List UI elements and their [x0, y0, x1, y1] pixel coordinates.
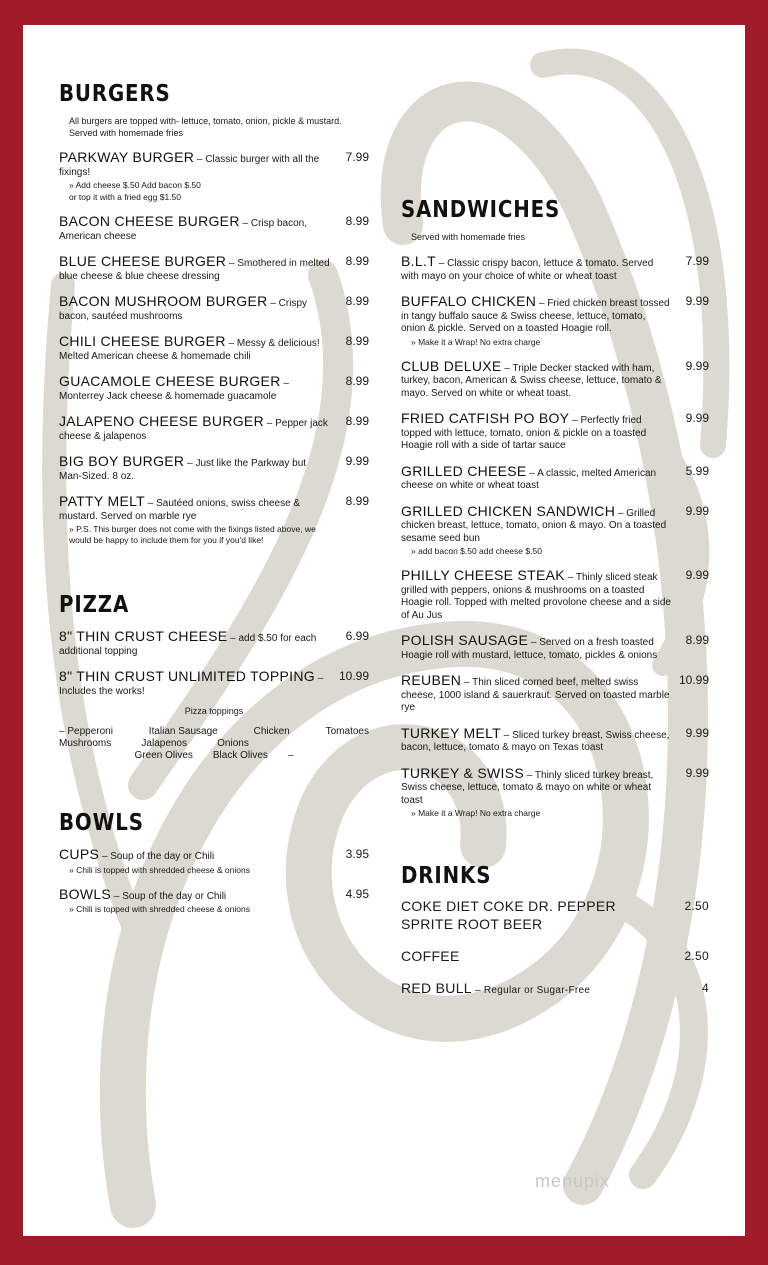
- item-separator: –: [239, 218, 251, 229]
- item-separator: –: [226, 258, 238, 269]
- pizza-toppings-list: [59, 726, 369, 762]
- topping-item: Italian Sausage: [148, 726, 218, 737]
- item-separator: –: [471, 985, 484, 996]
- item-separator: –: [267, 298, 279, 309]
- item-name: TURKEY & SWISS: [401, 764, 524, 781]
- item-price: 8.99: [345, 254, 369, 268]
- right-column: [401, 197, 709, 1000]
- topping-item: Chicken: [253, 726, 290, 737]
- item-price: 8.99: [345, 214, 369, 228]
- pizza-heading: PIZZA: [59, 592, 130, 618]
- item-addon-note: » Make it a Wrap! No extra charge: [411, 808, 541, 818]
- item-price: 6.99: [345, 629, 369, 643]
- item-name: REUBEN: [401, 672, 462, 688]
- item-price: 9.99: [685, 765, 709, 780]
- menupix-watermark: menupix: [535, 1171, 611, 1191]
- item-description: Includes the works!: [59, 685, 145, 697]
- item-price: 8.99: [685, 633, 709, 647]
- item-name: POLISH SAUSAGE: [401, 632, 529, 648]
- item-separator: –: [501, 362, 513, 374]
- item-name: CLUB DELUXE: [401, 357, 502, 374]
- item-name: TURKEY MELT: [401, 724, 502, 741]
- item-price: 9.99: [685, 568, 709, 582]
- item-addon-note: » Add cheese $.50 Add bacon $.50: [69, 180, 201, 190]
- item-description: A classic, melted American cheese on white or wheat toast: [401, 467, 657, 491]
- menu-item: [401, 412, 709, 453]
- item-separator: –: [564, 572, 576, 583]
- topping-item: – Pepperoni: [59, 726, 113, 737]
- drink-price: 2.50: [684, 949, 709, 963]
- drink-item: [401, 979, 709, 1000]
- item-description: Soup of the day or Chili: [110, 851, 215, 862]
- topping-item: Tomatoes: [325, 726, 369, 737]
- item-description: add $.50 for each additional topping: [59, 633, 317, 657]
- menu-item: [59, 630, 369, 658]
- menu-item: [59, 415, 369, 443]
- item-price: 7.99: [345, 150, 369, 164]
- menu-item: [59, 295, 369, 323]
- item-name: CHILI CHEESE BURGER: [59, 333, 226, 349]
- menu-item: [401, 634, 709, 662]
- item-separator: –: [501, 729, 513, 741]
- item-name: PARKWAY BURGER: [59, 149, 195, 165]
- item-separator: –: [526, 467, 538, 479]
- item-addon-note: » Make it a Wrap! No extra charge: [411, 336, 541, 347]
- menu-item: [59, 885, 369, 916]
- topping-item: Onions: [217, 738, 249, 749]
- left-column: [59, 81, 369, 915]
- item-name: 8" THIN CRUST CHEESE: [59, 628, 228, 644]
- pizza-list: [59, 630, 369, 698]
- drink-description: Regular or Sugar-Free: [483, 985, 591, 996]
- item-name: BUFFALO CHICKEN: [401, 293, 537, 309]
- item-price: 8.99: [345, 334, 369, 348]
- drink-name: RED BULL: [401, 980, 472, 996]
- drink-item: [401, 947, 709, 965]
- item-addon-note: » add bacon $.50 add cheese $.50: [411, 546, 542, 556]
- item-description: Messy & delicious! Melted American cheese & homemade chili: [59, 338, 320, 362]
- item-separator: –: [615, 507, 627, 519]
- item-separator: –: [528, 637, 540, 648]
- bowls-heading: BOWLS: [59, 810, 144, 836]
- item-price: 3.95: [345, 847, 369, 861]
- item-price: 10.99: [678, 673, 709, 687]
- menu-item: [59, 455, 369, 483]
- menu-item: [401, 295, 709, 348]
- topping-item: Jalapenos: [141, 738, 187, 749]
- item-price: 8.99: [345, 414, 369, 428]
- item-name: BLUE CHEESE BURGER: [59, 253, 227, 269]
- item-name: BOWLS: [59, 885, 112, 902]
- item-separator: –: [225, 338, 237, 349]
- menu-item: [59, 215, 369, 243]
- drinks-heading: DRINKS: [401, 863, 492, 889]
- item-addon-note: » P.S. This burger does not come with the fixings listed above, we would be happy to include them for you if you'd like!: [69, 524, 316, 545]
- item-description: Just like the Parkway but Man-Sized. 8 oz.: [59, 458, 307, 482]
- menu-item: [401, 502, 709, 558]
- sandwiches-list: [401, 255, 709, 819]
- menu-page: [23, 25, 745, 1236]
- item-description: Classic burger with all the fixings!: [59, 154, 320, 178]
- menu-item: [59, 495, 369, 546]
- item-description: Soup of the day or Chili: [122, 890, 227, 902]
- sandwiches-section: [401, 197, 709, 819]
- item-separator: –: [111, 890, 123, 902]
- item-separator: –: [314, 673, 324, 684]
- item-name: PATTY MELT: [59, 493, 145, 509]
- item-separator: –: [227, 633, 239, 644]
- item-price: 9.99: [345, 454, 369, 468]
- item-name: GRILLED CHEESE: [401, 462, 527, 479]
- item-price: 9.99: [685, 411, 709, 425]
- menu-item: [59, 335, 369, 363]
- item-price: 5.99: [685, 463, 709, 478]
- drinks-list: [401, 897, 709, 1000]
- bowls-section: [59, 810, 369, 915]
- topping-row: [59, 750, 369, 762]
- item-description: Sliced turkey breast, Swiss cheese, bacon, lettuce, tomato & mayo on Texas toast: [401, 729, 670, 753]
- menu-item: [59, 848, 369, 876]
- topping-item: Mushrooms: [59, 738, 112, 749]
- drink-name-line2: SPRITE ROOT BEER: [401, 916, 543, 932]
- burgers-section: [59, 81, 369, 546]
- item-description: Crisp bacon, American cheese: [59, 218, 307, 242]
- item-price: 9.99: [685, 725, 709, 740]
- item-separator: –: [536, 298, 548, 309]
- topping-row: [59, 738, 369, 750]
- menu-item: [401, 764, 709, 820]
- item-name: PHILLY CHEESE STEAK: [401, 567, 565, 583]
- drink-price: 4: [702, 981, 709, 995]
- item-name: BIG BOY BURGER: [59, 453, 185, 469]
- burgers-note: All burgers are topped with- lettuce, tomato, onion, pickle & mustard. Served with homemade fries: [69, 116, 342, 138]
- item-description: Thinly sliced turkey breast, Swiss cheese, lettuce, tomato & mayo on white or wheat toast: [401, 769, 654, 806]
- item-name: JALAPENO CHEESE BURGER: [59, 413, 264, 429]
- drink-price: 2.50: [684, 899, 709, 913]
- item-price: 8.99: [345, 494, 369, 508]
- item-separator: –: [280, 378, 289, 389]
- item-description: Triple Decker stacked with ham, turkey, bacon, American & Swiss cheese, lettuce, tomato & mayo. Served on white or wheat toast.: [401, 362, 662, 399]
- menu-item: [401, 357, 709, 401]
- item-price: 8.99: [345, 294, 369, 308]
- item-price: 9.99: [685, 358, 709, 373]
- item-name: CUPS: [59, 846, 100, 862]
- topping-item: –: [287, 750, 294, 761]
- item-name: FRIED CATFISH PO BOY: [401, 410, 570, 426]
- pizza-toppings-title: Pizza toppings: [184, 706, 244, 716]
- item-name: BACON MUSHROOM BURGER: [59, 293, 268, 309]
- menu-item: [401, 724, 709, 755]
- item-separator: –: [99, 851, 111, 862]
- sandwiches-note: Served with homemade fries: [411, 232, 526, 242]
- item-name: 8" THIN CRUST UNLIMITED TOPPING: [59, 668, 315, 684]
- menu-item: [59, 255, 369, 283]
- item-addon-note: » Chili is topped with shredded cheese & onions: [69, 904, 250, 914]
- topping-item: Green Olives: [134, 750, 193, 761]
- item-description: Served on a fresh toasted Hoagie roll with mustard, lettuce, tomato, pickles & onions: [401, 637, 658, 661]
- burgers-heading: BURGERS: [59, 81, 171, 107]
- item-name: B.L.T: [401, 253, 436, 269]
- menu-item: [59, 151, 369, 203]
- item-name: GUACAMOLE CHEESE BURGER: [59, 373, 281, 389]
- item-description: Monterrey Jack cheese & homemade guacamole: [59, 390, 277, 402]
- menu-item: [401, 674, 709, 715]
- item-description: Pepper jack cheese & jalapenos: [59, 418, 328, 442]
- drink-item: [401, 897, 709, 933]
- item-description: Perfectly fried topped with lettuce, tomato, onion & pickle on a toasted Hoagie roll with a side of tartar sauce: [401, 415, 647, 451]
- item-price: 8.99: [345, 374, 369, 388]
- item-description: Thin sliced corned beef, melted swiss cheese, 1000 island & sauerkraut. Served on toasted marble rye: [401, 677, 670, 713]
- menu-item: [59, 670, 369, 698]
- menu-item: [401, 462, 709, 493]
- item-description: Grilled chicken breast, lettuce, tomato, onion & mayo. On a toasted sesame seed bun: [401, 507, 667, 544]
- item-price: 9.99: [685, 294, 709, 308]
- item-separator: –: [523, 769, 535, 781]
- item-separator: –: [435, 258, 448, 269]
- item-addon-note: » Chili is topped with shredded cheese & onions: [69, 864, 250, 875]
- menu-item: [59, 375, 369, 403]
- item-separator: –: [144, 498, 157, 509]
- item-separator: –: [184, 458, 196, 469]
- pizza-section: [59, 592, 369, 762]
- item-name: BACON CHEESE BURGER: [59, 213, 240, 229]
- item-separator: –: [264, 418, 276, 429]
- item-addon-note: or top it with a fried egg $1.50: [69, 192, 181, 202]
- topping-row: [59, 726, 369, 738]
- menu-item: [401, 255, 709, 283]
- topping-item: Black Olives: [212, 750, 268, 761]
- sandwiches-heading: SANDWICHES: [401, 197, 561, 223]
- item-description: Thinly sliced steak grilled with peppers, onions & mushrooms on a toasted Hoagie roll. Topped with melted provolone cheese and a side of Au Jus: [401, 572, 671, 621]
- item-price: 7.99: [685, 254, 709, 268]
- item-description: Classic crispy bacon, lettuce & tomato. Served with mayo on your choice of white or wheat toast: [401, 258, 654, 282]
- item-price: 9.99: [685, 503, 709, 518]
- menu-item: [401, 569, 709, 622]
- item-name: GRILLED CHICKEN SANDWICH: [401, 502, 616, 519]
- burgers-list: [59, 151, 369, 546]
- item-description: Fried chicken breast tossed in tangy buffalo sauce & Swiss cheese, lettuce, tomato, onion & pickle. Served on a toasted Hoagie roll.: [401, 298, 670, 334]
- item-separator: –: [569, 415, 581, 426]
- drink-name: COKE DIET COKE DR. PEPPER: [401, 898, 616, 914]
- item-separator: –: [461, 677, 473, 688]
- item-price: 10.99: [338, 669, 369, 683]
- item-description: Smothered in melted blue cheese & blue cheese dressing: [59, 258, 330, 282]
- item-separator: –: [194, 154, 206, 165]
- item-description: Sautéed onions, swiss cheese & mustard. Served on marble rye: [59, 498, 301, 522]
- bowls-list: [59, 848, 369, 915]
- drinks-section: [401, 863, 709, 1000]
- drink-name: COFFEE: [401, 948, 460, 964]
- item-price: 4.95: [345, 886, 369, 901]
- item-description: Crispy bacon, sautéed mushrooms: [59, 298, 308, 322]
